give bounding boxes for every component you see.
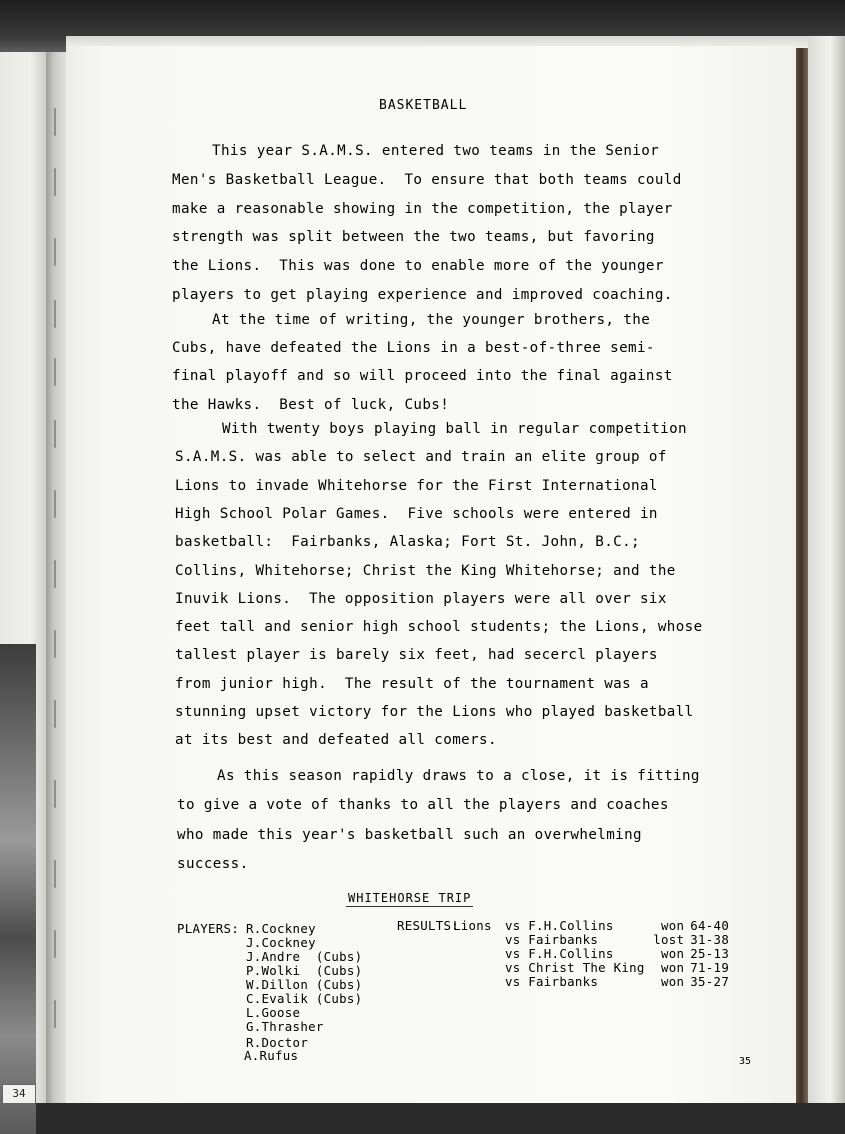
paragraph-line: who made this year's basketball such an overwhelming <box>177 827 642 843</box>
binding-stitch <box>54 860 56 888</box>
result-vs: vs <box>505 960 529 975</box>
result-row <box>453 946 730 961</box>
paragraph-line: feet tall and senior high school students; the Lions, whose <box>175 619 703 635</box>
player-name: A.Rufus <box>244 1048 299 1063</box>
cover-edge <box>794 48 808 1103</box>
binding-stitch <box>54 560 56 588</box>
paragraph-line: at its best and defeated all comers. <box>175 732 497 748</box>
paragraph-line: Inuvik Lions. The opposition players were all over six <box>175 591 667 607</box>
left-page-photo <box>0 644 36 1134</box>
result-row <box>453 932 730 947</box>
result-score: 25-13 <box>690 946 730 961</box>
paragraph-line: strength was split between the two teams, but favoring <box>172 229 655 245</box>
result-outcome: won <box>661 918 685 933</box>
player-name: R.Doctor <box>246 1035 309 1050</box>
paragraph-line: With twenty boys playing ball in regular competition <box>222 421 687 437</box>
paragraph-line: final playoff and so will proceed into the final against <box>172 368 673 384</box>
players-label: PLAYERS: <box>177 921 240 936</box>
paragraph-line: Collins, Whitehorse; Christ the King Whitehorse; and the <box>175 563 676 579</box>
result-opponent: Christ The King <box>528 960 645 975</box>
binding-stitch <box>54 930 56 958</box>
paragraph-line: As this season rapidly draws to a close, it is fitting <box>217 768 700 784</box>
paragraph-line: At the time of writing, the younger brothers, the <box>212 312 651 328</box>
result-opponent: F.H.Collins <box>528 946 614 961</box>
result-score: 31-38 <box>690 932 730 947</box>
player-name: J.Andre (Cubs) <box>246 949 363 964</box>
paragraph-line: This year S.A.M.S. entered two teams in the Senior <box>212 143 660 159</box>
paragraph-line: the Lions. This was done to enable more of the younger <box>172 258 664 274</box>
binding-stitch <box>54 1000 56 1028</box>
result-opponent: Fairbanks <box>528 974 599 989</box>
result-score: 71-19 <box>690 960 730 975</box>
binding-stitch <box>54 168 56 196</box>
result-opponent: Fairbanks <box>528 932 599 947</box>
paragraph-line: tallest player is barely six feet, had secercl players <box>175 647 658 663</box>
paragraph-line: to give a vote of thanks to all the players and coaches <box>177 797 669 813</box>
player-name: W.Dillon (Cubs) <box>246 977 363 992</box>
paragraph-line: S.A.M.S. was able to select and train an elite group of <box>175 449 667 465</box>
result-outcome: won <box>661 960 685 975</box>
binding-stitch <box>54 358 56 386</box>
result-score: 35-27 <box>690 974 730 989</box>
result-score: 64-40 <box>690 918 730 933</box>
binding-stitch <box>54 490 56 518</box>
result-vs: vs <box>505 946 529 961</box>
binding-stitch <box>54 700 56 728</box>
binding-stitch <box>54 420 56 448</box>
paragraph-line: Men's Basketball League. To ensure that both teams could <box>172 172 682 188</box>
player-name: J.Cockney <box>246 935 316 950</box>
result-row <box>453 960 730 975</box>
player-name: L.Goose <box>246 1005 301 1020</box>
result-opponent: F.H.Collins <box>528 918 614 933</box>
paragraph-line: make a reasonable showing in the competition, the player <box>172 201 673 217</box>
paragraph-line: Cubs, have defeated the Lions in a best-of-three semi- <box>172 340 655 356</box>
cover-back <box>808 36 845 1103</box>
paragraph-line: players to get playing experience and improved coaching. <box>172 287 673 303</box>
paragraph-line: High School Polar Games. Five schools were entered in <box>175 506 658 522</box>
player-name: C.Evalik (Cubs) <box>246 991 363 1006</box>
binding-stitch <box>54 780 56 808</box>
result-vs: vs <box>505 932 529 947</box>
binding-stitch <box>54 630 56 658</box>
paragraph-line: success. <box>177 856 249 872</box>
result-outcome: won <box>661 974 685 989</box>
left-page-number: 34 <box>2 1084 36 1104</box>
binding-gutter <box>46 52 68 1103</box>
paragraph-line: Lions to invade Whitehorse for the First International <box>175 478 658 494</box>
paragraph-line: the Hawks. Best of luck, Cubs! <box>172 397 450 413</box>
result-vs: vs <box>505 918 529 933</box>
player-name: P.Wolki (Cubs) <box>246 963 363 978</box>
binding-stitch <box>54 300 56 328</box>
results-label: RESULTS: <box>397 918 460 933</box>
result-vs: vs <box>505 974 529 989</box>
paragraph-line: from junior high. The result of the tournament was a <box>175 676 649 692</box>
player-name: G.Thrasher <box>246 1019 324 1034</box>
paragraph-line: basketball: Fairbanks, Alaska; Fort St. John, B.C.; <box>175 534 640 550</box>
result-row <box>453 918 730 933</box>
paragraph-line: stunning upset victory for the Lions who played basketball <box>175 704 694 720</box>
result-team: Lions <box>453 918 492 933</box>
result-outcome: lost <box>653 932 685 947</box>
page-title: BASKETBALL <box>379 98 468 113</box>
binding-stitch <box>54 238 56 266</box>
section-subtitle: WHITEHORSE TRIP <box>348 891 472 905</box>
player-name: R.Cockney <box>246 921 316 936</box>
result-outcome: won <box>661 946 685 961</box>
result-row <box>453 974 730 989</box>
page-number: 35 <box>739 1056 752 1067</box>
left-page <box>0 52 50 1103</box>
binding-stitch <box>54 108 56 136</box>
